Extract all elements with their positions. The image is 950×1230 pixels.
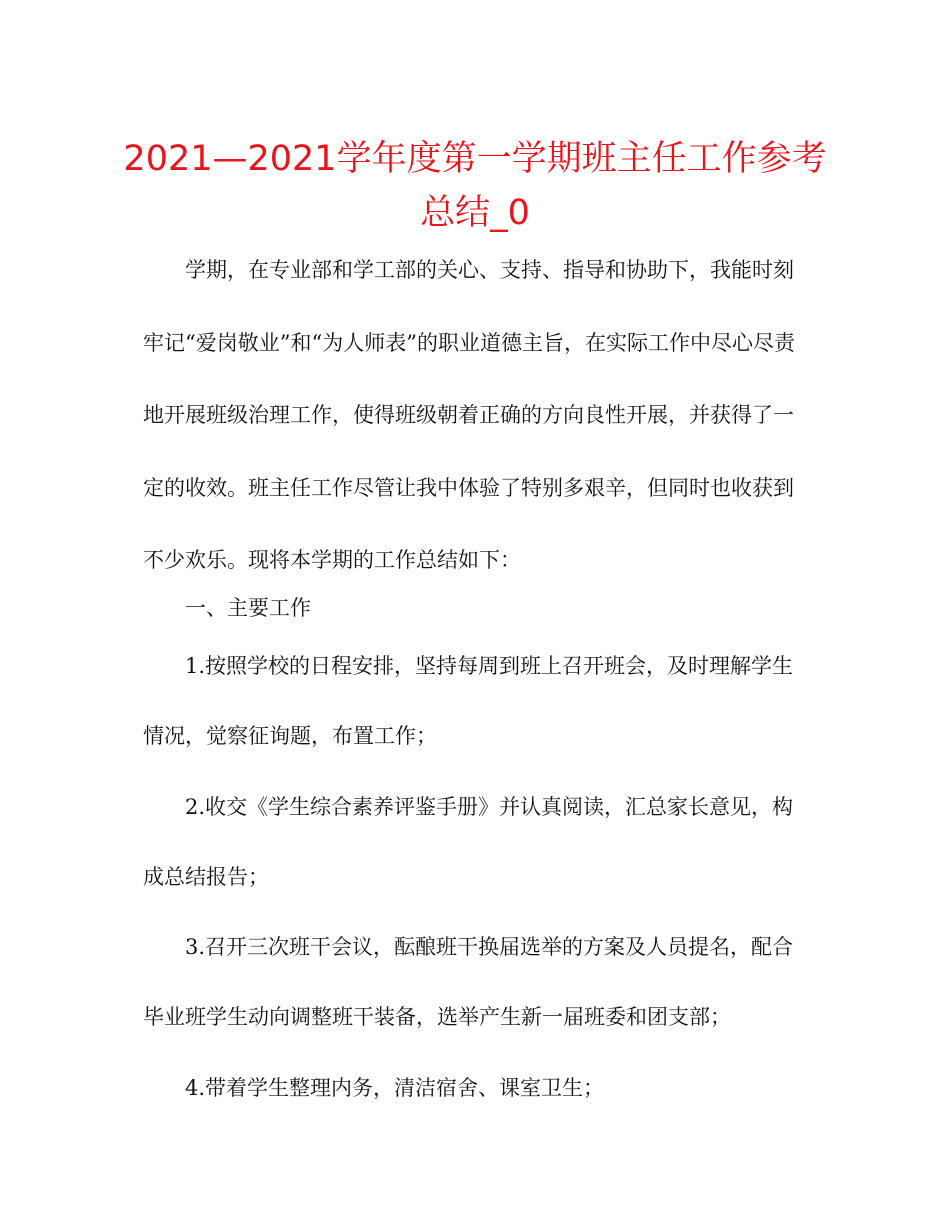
- intro-paragraph: 学期，在专业部和学工部的关心、支持、指导和协助下，我能时刻牢记“爱岗敬业”和“为人师表”的职业道德主旨，在实际工作中尽心尽责地开展班级治理工作，使得班级朝着正确的方向良性开展，并获得了一定的收效。班主任工作尽管让我中体验了特别多艰辛，但同时也收获到不少欢乐。现将本学期的工作总结如下：: [143, 258, 795, 572]
- list-item: 1.按照学校的日程安排，坚持每周到班上召开班会，及时理解学生情况，觉察征询题，布置工作；: [143, 654, 794, 748]
- list-item: 4.带着学生整理内务，清洁宿舍、课室卫生；: [185, 1076, 605, 1100]
- list-item: 3.召开三次班干会议，酝酿班干换届选举的方案及人员提名，配合毕业班学生动向调整班干装备，选举产生新一届班委和团支部；: [143, 935, 794, 1029]
- section-heading: 一、主要工作: [185, 596, 311, 620]
- document-title: 2021—2021学年度第一学期班主任工作参考总结_0: [123, 139, 827, 233]
- list-item: 2.收交《学生综合素养评鉴手册》并认真阅读，汇总家长意见，构成总结报告；: [143, 795, 794, 889]
